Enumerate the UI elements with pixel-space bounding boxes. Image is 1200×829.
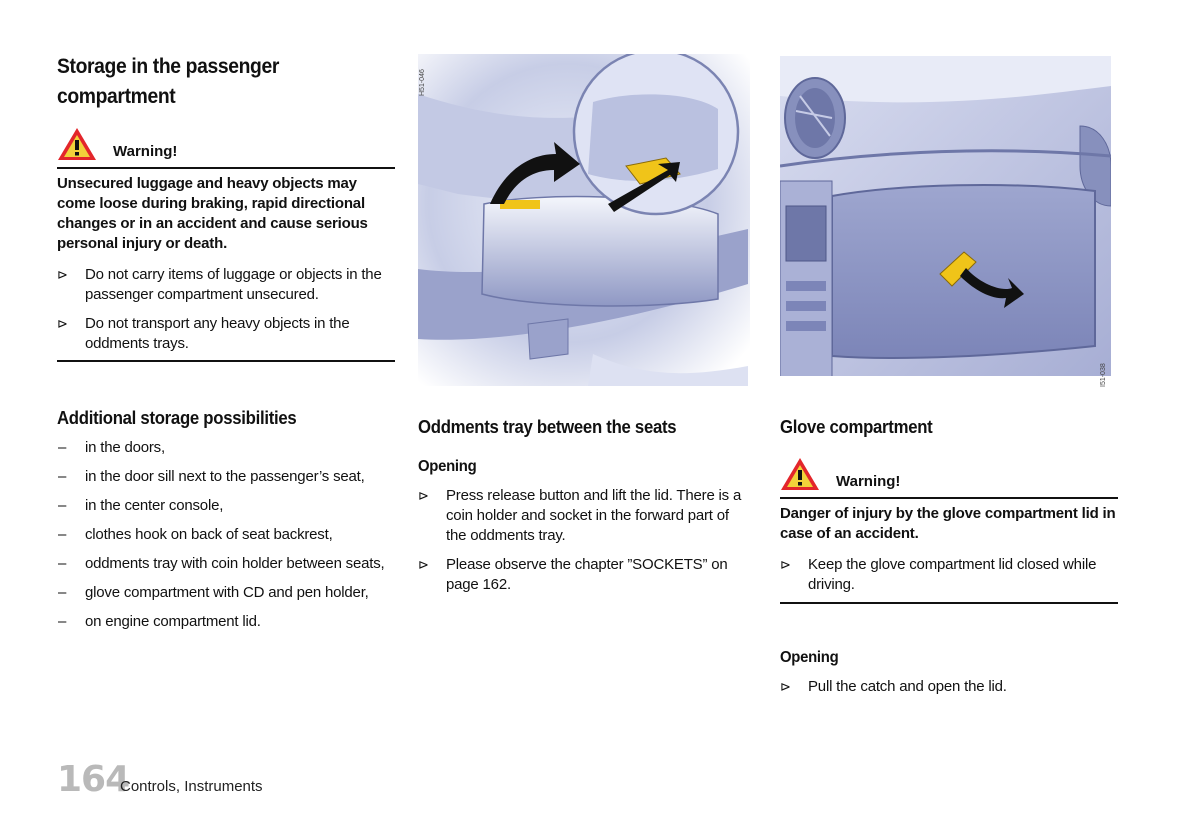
divider (57, 360, 395, 362)
warning-text: Danger of injury by the glove compartment lid in case of an accident. (780, 505, 1116, 542)
list-item: – on engine compartment lid. (58, 613, 261, 630)
warning-label: Warning! (836, 473, 901, 490)
warning-bullet-list (780, 555, 1120, 604)
list-item: – in the center console, (58, 497, 224, 514)
list-item: ⊳ Press release button and lift the lid. There is a coin holder and socket in the forward part of the oddments tray. (418, 487, 742, 544)
list-item: – oddments tray with coin holder between seats, (58, 555, 385, 572)
list-item: ⊳ Pull the catch and open the lid. (780, 678, 1007, 695)
list-item: ⊳ Keep the glove compartment lid closed while driving. (780, 556, 1097, 593)
bullet-arrow-icon: ⊳ (57, 316, 68, 331)
list-item: – clothes hook on back of seat backrest, (58, 526, 333, 543)
additional-storage-list (57, 438, 407, 641)
sub-heading: Opening (780, 649, 839, 666)
list-item: – in the doors, (58, 439, 165, 456)
glove-compartment-illustration (780, 56, 1111, 376)
list-item: ⊳ Please observe the chapter ”SOCKETS” on page 162. (418, 556, 728, 593)
warning-label: Warning! (113, 143, 178, 160)
bullet-arrow-icon: ⊳ (418, 557, 429, 572)
page-number: 164 (57, 759, 130, 800)
bullet-arrow-icon: ⊳ (780, 557, 791, 572)
bullet-arrow-icon: ⊳ (57, 267, 68, 282)
section-heading: Glove compartment (780, 417, 933, 437)
section-heading: Oddments tray between the seats (418, 417, 677, 437)
section-name: Controls, Instruments (120, 778, 263, 795)
warning-header (780, 457, 900, 491)
warning-bullet-list (57, 265, 397, 363)
instruction-list (780, 677, 1120, 706)
image-code: I51-038 (1100, 363, 1107, 387)
list-item: ⊳ Do not carry items of luggage or objects in the passenger compartment unsecured. (57, 266, 382, 303)
divider (780, 497, 1118, 499)
divider (780, 602, 1118, 604)
oddments-tray-illustration (418, 54, 750, 386)
warning-triangle-icon (57, 127, 97, 161)
warning-triangle-icon (780, 457, 820, 491)
warning-header (57, 127, 177, 161)
bullet-arrow-icon: ⊳ (780, 679, 791, 694)
bullet-arrow-icon: ⊳ (418, 488, 429, 503)
instruction-list (418, 486, 752, 604)
page-title: Storage in the passenger compartment (57, 55, 280, 108)
divider (57, 167, 395, 169)
image-code: H51-046 (419, 69, 426, 96)
section-heading: Additional storage possibilities (57, 408, 297, 428)
list-item: – glove compartment with CD and pen holder, (58, 584, 369, 601)
list-item: – in the door sill next to the passenger’s seat, (58, 468, 365, 485)
warning-text: Unsecured luggage and heavy objects may come loose during braking, rapid directional changes or in an accident and cause serious personal injury or death. (57, 175, 368, 252)
list-item: ⊳ Do not transport any heavy objects in the oddments trays. (57, 315, 350, 352)
sub-heading: Opening (418, 458, 477, 475)
